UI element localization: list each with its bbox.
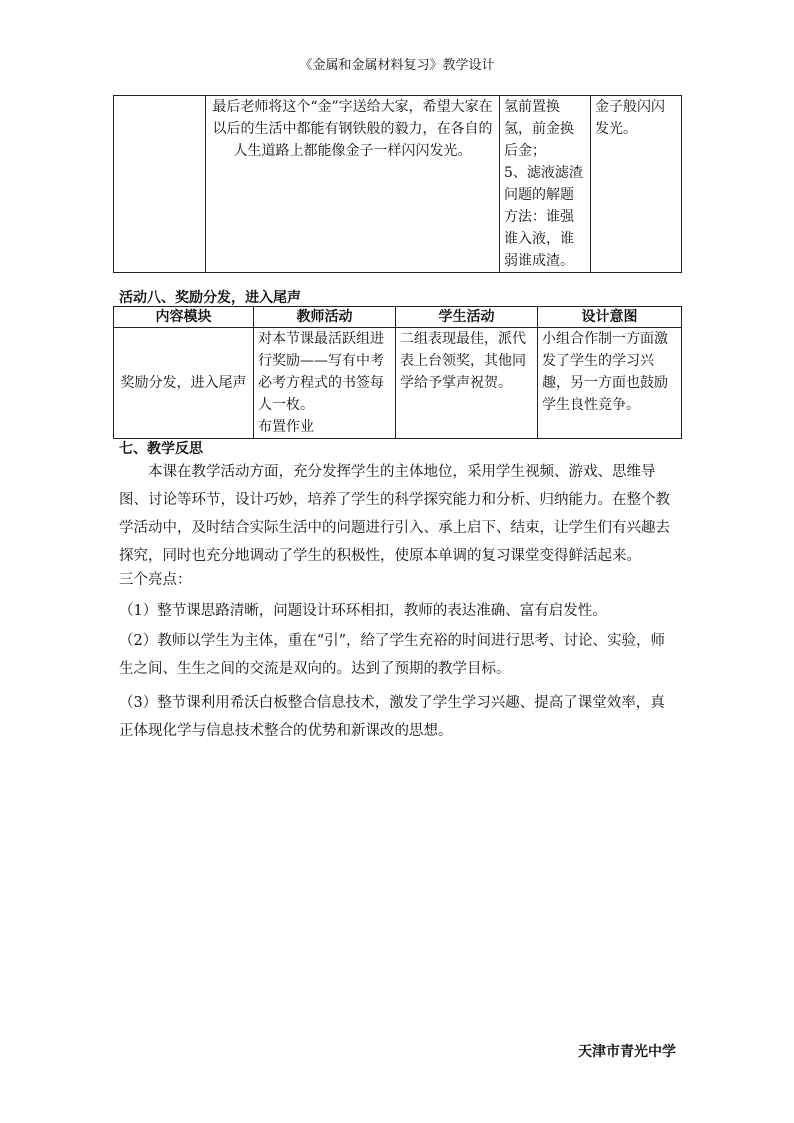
text-line: 方法：谁强 xyxy=(504,209,574,225)
text-line: 趣，另一方面也鼓励 xyxy=(542,375,668,391)
cell-teacher-closing: 最后老师将这个“金”字送给大家，希望大家在以后的生活中都能有钢铁般的毅力，在各自的人生道路上都能像金子一样闪闪发光。 xyxy=(206,96,500,273)
text-line: 对本节课最活跃组进 xyxy=(258,331,384,347)
text-line: 表上台领奖，其他同 xyxy=(400,353,526,369)
continued-table xyxy=(113,95,682,273)
cell-module: 奖励分发，进入尾声 xyxy=(114,328,254,439)
text-line: 二组表现最佳，派代 xyxy=(400,331,526,347)
page-header: 《金属和金属材料复习》教学设计 xyxy=(299,58,495,73)
activity8-heading: 活动八、奖励分发，进入尾声 xyxy=(119,290,301,306)
text-line: 行奖励——写有中考 xyxy=(258,353,384,369)
text-line: 学给予掌声祝贺。 xyxy=(400,375,512,391)
header-teacher: 教师活动 xyxy=(254,307,396,328)
highlights-title: 三个亮点： xyxy=(119,572,192,588)
header-student: 学生活动 xyxy=(396,307,538,328)
highlight-point-1: （1）整节课思路清晰，问题设计环环相扣，教师的表达准确、富有启发性。 xyxy=(119,603,607,619)
text-line: 谁入液，谁 xyxy=(504,231,574,247)
cell-module-empty xyxy=(114,96,206,273)
text-line: 后金； xyxy=(504,143,546,159)
cell-intent-closing xyxy=(591,96,682,273)
highlight-point-2: （2）教师以学生为主体，重在“引”，给了学生充裕的时间进行思考、讨论、实验，师生之间、生生之间的交流是双向的。达到了预期的教学目标。 xyxy=(119,633,666,677)
text-line: 氢，前金换 xyxy=(504,121,574,137)
text-line: 金子般闪闪 xyxy=(595,99,665,115)
text-line: 弱谁成渣。 xyxy=(504,253,574,269)
reflection-heading: 七、教学反思 xyxy=(119,441,203,457)
text-line: 小组合作制一方面激 xyxy=(542,331,668,347)
text-line: 发光。 xyxy=(595,121,637,137)
header-intent: 设计意图 xyxy=(538,307,682,328)
reflection-body: 本课在教学活动方面，充分发挥学生的主体地位，采用学生视频、游戏、思维导图、讨论等环节，设计巧妙，培养了学生的科学探究能力和分析、归纳能力。在整个教学活动中，及时结合实际生活中的问题进行引入、承上启下、结束，让学生们有兴趣去探究，同时也充分地调动了学生的积极性，使原本单调的复习课堂变得鲜活起来。 xyxy=(119,464,670,564)
cell-student xyxy=(396,328,538,439)
text-line: 5、滤液滤渣 xyxy=(504,165,583,181)
text-line: 问题的解题 xyxy=(504,187,574,203)
cell-student-method xyxy=(500,96,591,273)
text-line: 发了学生的学习兴 xyxy=(542,353,654,369)
activity8-table xyxy=(113,306,682,439)
text-line: 人一枚。 xyxy=(258,397,314,413)
highlight-point-3: （3）整节课利用希沃白板整合信息技术，激发了学生学习兴趣、提高了课堂效率，真正体现化学与信息技术整合的优势和新课改的思想。 xyxy=(119,695,665,739)
school-name: 天津市青光中学 xyxy=(578,1044,676,1060)
text-line: 必考方程式的书签每 xyxy=(258,375,384,391)
header-module: 内容模块 xyxy=(114,307,254,328)
text-line: 布置作业 xyxy=(258,419,314,435)
cell-teacher xyxy=(254,328,396,439)
cell-intent xyxy=(538,328,682,439)
text-line: 学生良性竞争。 xyxy=(542,397,640,413)
text-line: 氢前置换 xyxy=(504,99,560,115)
